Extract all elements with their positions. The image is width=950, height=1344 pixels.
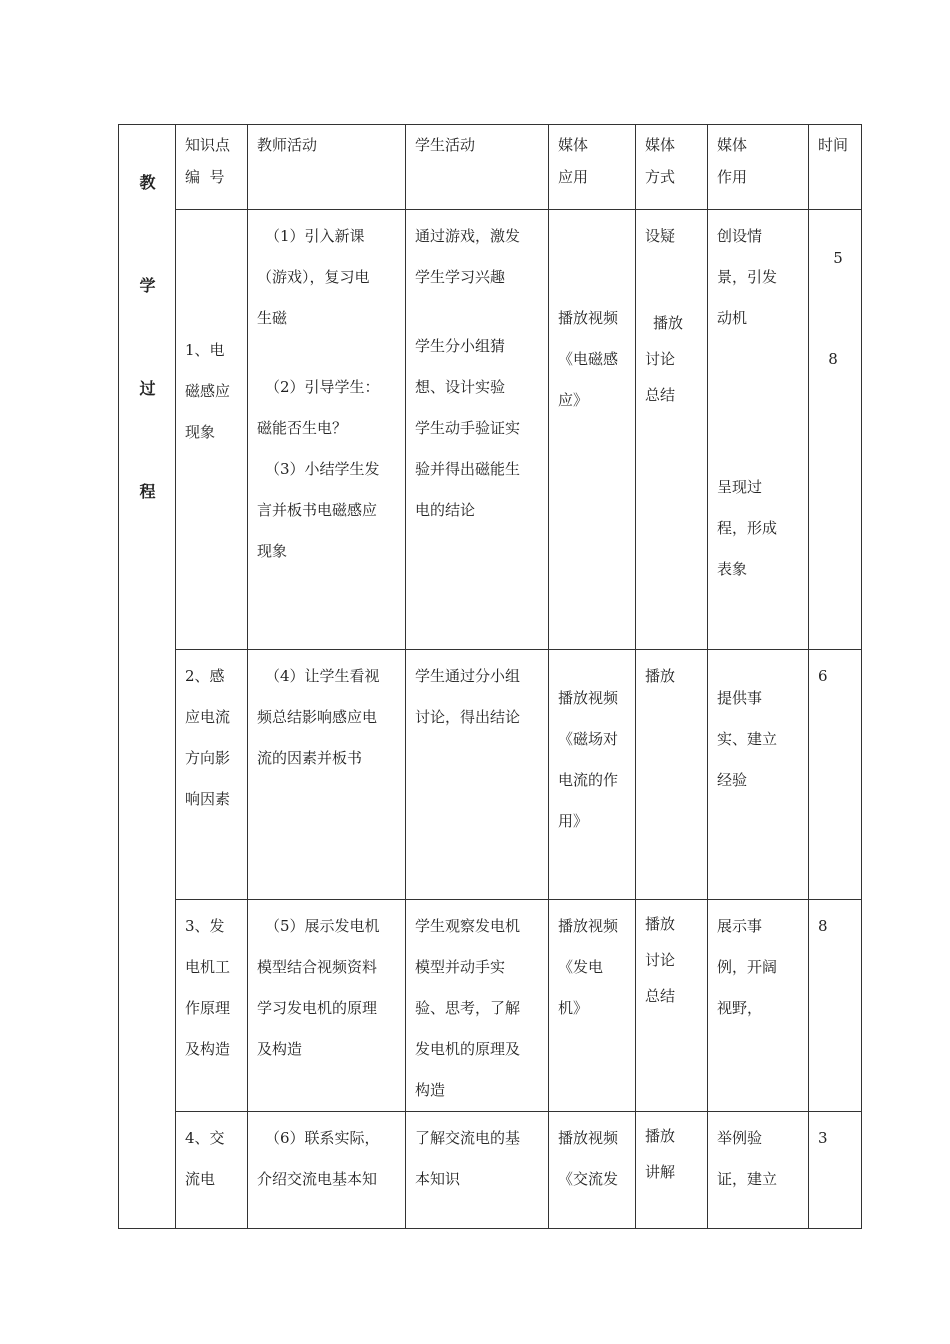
header-line: 方式 — [645, 168, 676, 186]
cell-line: 播放 — [645, 667, 676, 685]
cell-line: 播放视频 — [558, 1129, 619, 1147]
knowledge-cell — [176, 210, 248, 650]
side-label-cell — [119, 125, 176, 1229]
cell-line: （游戏），复习电 — [257, 268, 370, 286]
side-char: 学 — [139, 276, 156, 295]
cell-line: 讲解 — [645, 1163, 676, 1181]
cell-line: （6）联系实际， — [265, 1129, 380, 1147]
table-row — [119, 1112, 862, 1229]
cell-line: （4）让学生看视 — [265, 667, 380, 685]
cell-line: 播放 — [645, 915, 676, 933]
time-value: 6 — [818, 667, 828, 685]
cell-line: 《交流发 — [558, 1170, 619, 1188]
header-line: 知识点 — [185, 136, 231, 154]
cell-line: 机》 — [558, 999, 589, 1017]
side-char: 程 — [139, 482, 156, 501]
cell-line: 学习发电机的原理 — [257, 999, 378, 1017]
cell-line: 景，引发 — [717, 268, 778, 286]
media-role-cell — [708, 1112, 809, 1229]
header-time — [809, 125, 862, 210]
cell-line: 讨论 — [645, 350, 676, 368]
time-value: 8 — [818, 917, 828, 935]
cell-line: （2）引导学生： — [265, 378, 380, 396]
cell-line: 例，开阔 — [717, 958, 778, 976]
lesson-process-table — [118, 124, 862, 1229]
cell-line: 用》 — [558, 812, 589, 830]
header-media-role — [708, 125, 809, 210]
cell-line: 想、设计实验 — [415, 378, 506, 396]
cell-line: 频总结影响感应电 — [257, 708, 378, 726]
header-line: 应用 — [558, 168, 589, 186]
media-app-cell — [549, 650, 636, 900]
knowledge-cell — [176, 900, 248, 1112]
header-line: 教师活动 — [257, 136, 318, 154]
cell-line: 模型结合视频资料 — [257, 958, 378, 976]
cell-line: 证，建立 — [717, 1170, 778, 1188]
header-line: 编 号 — [185, 168, 225, 186]
cell-line: （5）展示发电机 — [265, 917, 380, 935]
cell-line: 经验 — [717, 771, 748, 789]
cell-line: 验、思考，了解 — [415, 999, 521, 1017]
header-line: 作用 — [717, 168, 748, 186]
time-value: 8 — [828, 350, 838, 368]
teacher-cell — [248, 1112, 406, 1229]
teacher-cell — [248, 210, 406, 650]
cell-line: 方向影 — [185, 749, 231, 767]
cell-line: 应》 — [558, 391, 589, 409]
header-line: 学生活动 — [415, 136, 476, 154]
cell-line: 讨论 — [645, 951, 676, 969]
media-role-cell — [708, 650, 809, 900]
teacher-cell — [248, 650, 406, 900]
cell-line: 响因素 — [185, 790, 231, 808]
cell-line: 展示事 — [717, 917, 763, 935]
cell-line: 本知识 — [415, 1170, 461, 1188]
cell-line: 播放视频 — [558, 917, 619, 935]
time-value: 5 — [833, 249, 843, 267]
cell-line: 学生观察发电机 — [415, 917, 521, 935]
media-app-cell — [549, 1112, 636, 1229]
cell-line: 流的因素并板书 — [257, 749, 363, 767]
header-media-app — [549, 125, 636, 210]
cell-line: 发电机的原理及 — [415, 1040, 521, 1058]
cell-line: 播放视频 — [558, 309, 619, 327]
cell-line: 介绍交流电基本知 — [257, 1170, 378, 1188]
cell-line: 通过游戏，激发 — [415, 227, 521, 245]
media-mode-cell — [636, 900, 708, 1112]
header-line: 媒体 — [717, 136, 748, 154]
header-line: 媒体 — [645, 136, 676, 154]
cell-line: 2、感 — [185, 667, 225, 685]
table-row — [119, 210, 862, 650]
header-row — [119, 125, 862, 210]
table-row — [119, 900, 862, 1112]
cell-line: 播放视频 — [558, 689, 619, 707]
cell-line: 现象 — [257, 542, 288, 560]
cell-line: 总结 — [645, 386, 676, 404]
media-role-cell — [708, 900, 809, 1112]
time-cell — [809, 1112, 862, 1229]
side-char: 过 — [139, 379, 156, 398]
cell-line: 实、建立 — [717, 730, 778, 748]
media-mode-cell — [636, 210, 708, 650]
cell-line: 构造 — [415, 1081, 446, 1099]
student-cell — [406, 650, 549, 900]
cell-line: 验并得出磁能生 — [415, 460, 521, 478]
cell-line: （3）小结学生发 — [265, 460, 380, 478]
media-role-cell — [708, 210, 809, 650]
cell-line: 模型并动手实 — [415, 958, 506, 976]
cell-line: 及构造 — [257, 1040, 303, 1058]
cell-line: 了解交流电的基 — [415, 1129, 521, 1147]
cell-line: 视野， — [717, 999, 763, 1017]
cell-line: 磁感应 — [185, 382, 231, 400]
media-app-cell — [549, 210, 636, 650]
media-mode-cell — [636, 650, 708, 900]
side-char: 教 — [139, 173, 156, 192]
media-app-cell — [549, 900, 636, 1112]
cell-line: 提供事 — [717, 689, 763, 707]
header-knowledge — [176, 125, 248, 210]
cell-line: 《发电 — [558, 958, 604, 976]
table-row — [119, 650, 862, 900]
cell-line: 生磁 — [257, 309, 288, 327]
cell-line: 磁能否生电？ — [257, 419, 348, 437]
cell-line: 呈现过 — [717, 478, 763, 496]
cell-line: 现象 — [185, 423, 216, 441]
cell-line: 学生动手验证实 — [415, 419, 521, 437]
cell-line: 表象 — [717, 560, 748, 578]
cell-line: 程，形成 — [717, 519, 778, 537]
student-cell — [406, 210, 549, 650]
cell-line: 动机 — [717, 309, 748, 327]
cell-line: 及构造 — [185, 1040, 231, 1058]
cell-line: 学生分小组猜 — [415, 337, 506, 355]
cell-line: （1）引入新课 — [265, 227, 365, 245]
cell-line: 4、交 — [185, 1129, 225, 1147]
cell-line: 流电 — [185, 1170, 216, 1188]
cell-line: 播放 — [645, 1127, 676, 1145]
header-teacher — [248, 125, 406, 210]
student-cell — [406, 900, 549, 1112]
cell-line: 应电流 — [185, 708, 231, 726]
cell-line: 电的结论 — [415, 501, 476, 519]
cell-line: 《磁场对 — [558, 730, 619, 748]
header-line: 时间 — [818, 136, 849, 154]
cell-line: 电流的作 — [558, 771, 619, 789]
header-student — [406, 125, 549, 210]
cell-line: 《电磁感 — [558, 350, 619, 368]
cell-line: 讨论，得出结论 — [415, 708, 521, 726]
cell-line: 创设情 — [717, 227, 763, 245]
header-line: 媒体 — [558, 136, 589, 154]
cell-line: 1、电 — [185, 341, 225, 359]
cell-line: 播放 — [653, 314, 684, 332]
cell-line: 学生学习兴趣 — [415, 268, 506, 286]
cell-line: 学生通过分小组 — [415, 667, 521, 685]
cell-line: 作原理 — [185, 999, 231, 1017]
teacher-cell — [248, 900, 406, 1112]
cell-line: 设疑 — [645, 227, 676, 245]
cell-line: 3、发 — [185, 917, 225, 935]
knowledge-cell — [176, 650, 248, 900]
cell-line: 言并板书电磁感应 — [257, 501, 378, 519]
header-media-mode — [636, 125, 708, 210]
time-cell — [809, 210, 862, 650]
knowledge-cell — [176, 1112, 248, 1229]
time-value: 3 — [818, 1129, 828, 1147]
media-mode-cell — [636, 1112, 708, 1229]
cell-line: 电机工 — [185, 958, 231, 976]
time-cell — [809, 650, 862, 900]
cell-line: 举例验 — [717, 1129, 763, 1147]
time-cell — [809, 900, 862, 1112]
student-cell — [406, 1112, 549, 1229]
cell-line: 总结 — [645, 987, 676, 1005]
